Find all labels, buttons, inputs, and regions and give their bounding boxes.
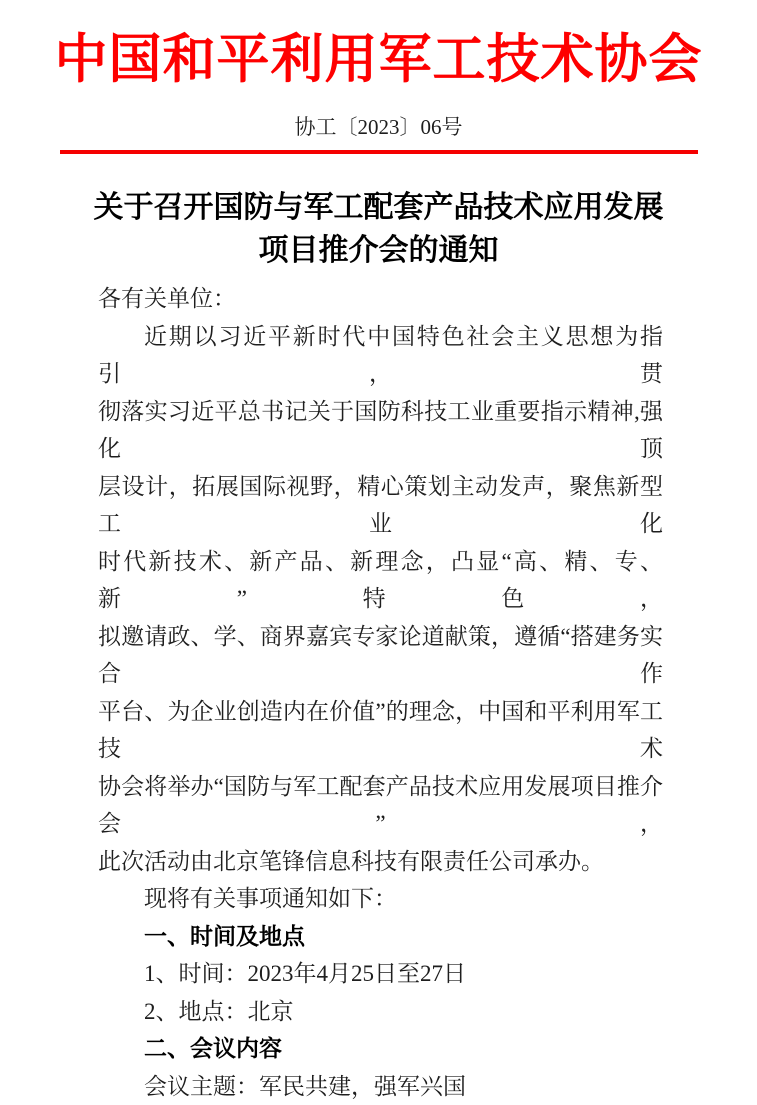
document-body	[98, 280, 663, 1105]
paragraph-line: 协会将举办“国防与军工配套产品技术应用发展项目推介会”，	[98, 768, 663, 843]
section-heading-time-place: 一、时间及地点	[98, 918, 663, 956]
document-page	[0, 26, 757, 855]
item-place: 2、地点：北京	[98, 993, 663, 1031]
paragraph-line: 近期以习近平新时代中国特色社会主义思想为指引，贯	[98, 318, 663, 393]
red-divider-line	[60, 150, 698, 154]
paragraph-line: 时代新技术、新产品、新理念，凸显“高、精、专、新”特色，	[98, 543, 663, 618]
paragraph-line: 彻落实习近平总书记关于国防科技工业重要指示精神,强化顶	[98, 393, 663, 468]
document-title-line-2: 项目推介会的通知	[0, 229, 757, 272]
document-title	[0, 186, 757, 272]
paragraph-line: 此次活动由北京笔锋信息科技有限责任公司承办。	[98, 843, 663, 881]
paragraph-line: 层设计，拓展国际视野，精心策划主动发声，聚焦新型工业化	[98, 468, 663, 543]
document-number: 协工〔2023〕06号	[0, 115, 757, 140]
section-heading-meeting-content: 二、会议内容	[98, 1030, 663, 1068]
paragraph-line: 平台、为企业创造内在价值”的理念，中国和平利用军工技术	[98, 693, 663, 768]
item-time: 1、时间：2023年4月25日至27日	[98, 955, 663, 993]
organization-name: 中国和平利用军工技术协会	[0, 26, 757, 94]
paragraph-line: 拟邀请政、学、商界嘉宾专家论道献策，遵循“搭建务实合作	[98, 618, 663, 693]
salutation: 各有关单位：	[98, 280, 663, 318]
notice-intro: 现将有关事项通知如下：	[98, 880, 663, 918]
item-meeting-theme: 会议主题：军民共建，强军兴国	[98, 1068, 663, 1105]
document-title-line-1: 关于召开国防与军工配套产品技术应用发展	[0, 186, 757, 229]
